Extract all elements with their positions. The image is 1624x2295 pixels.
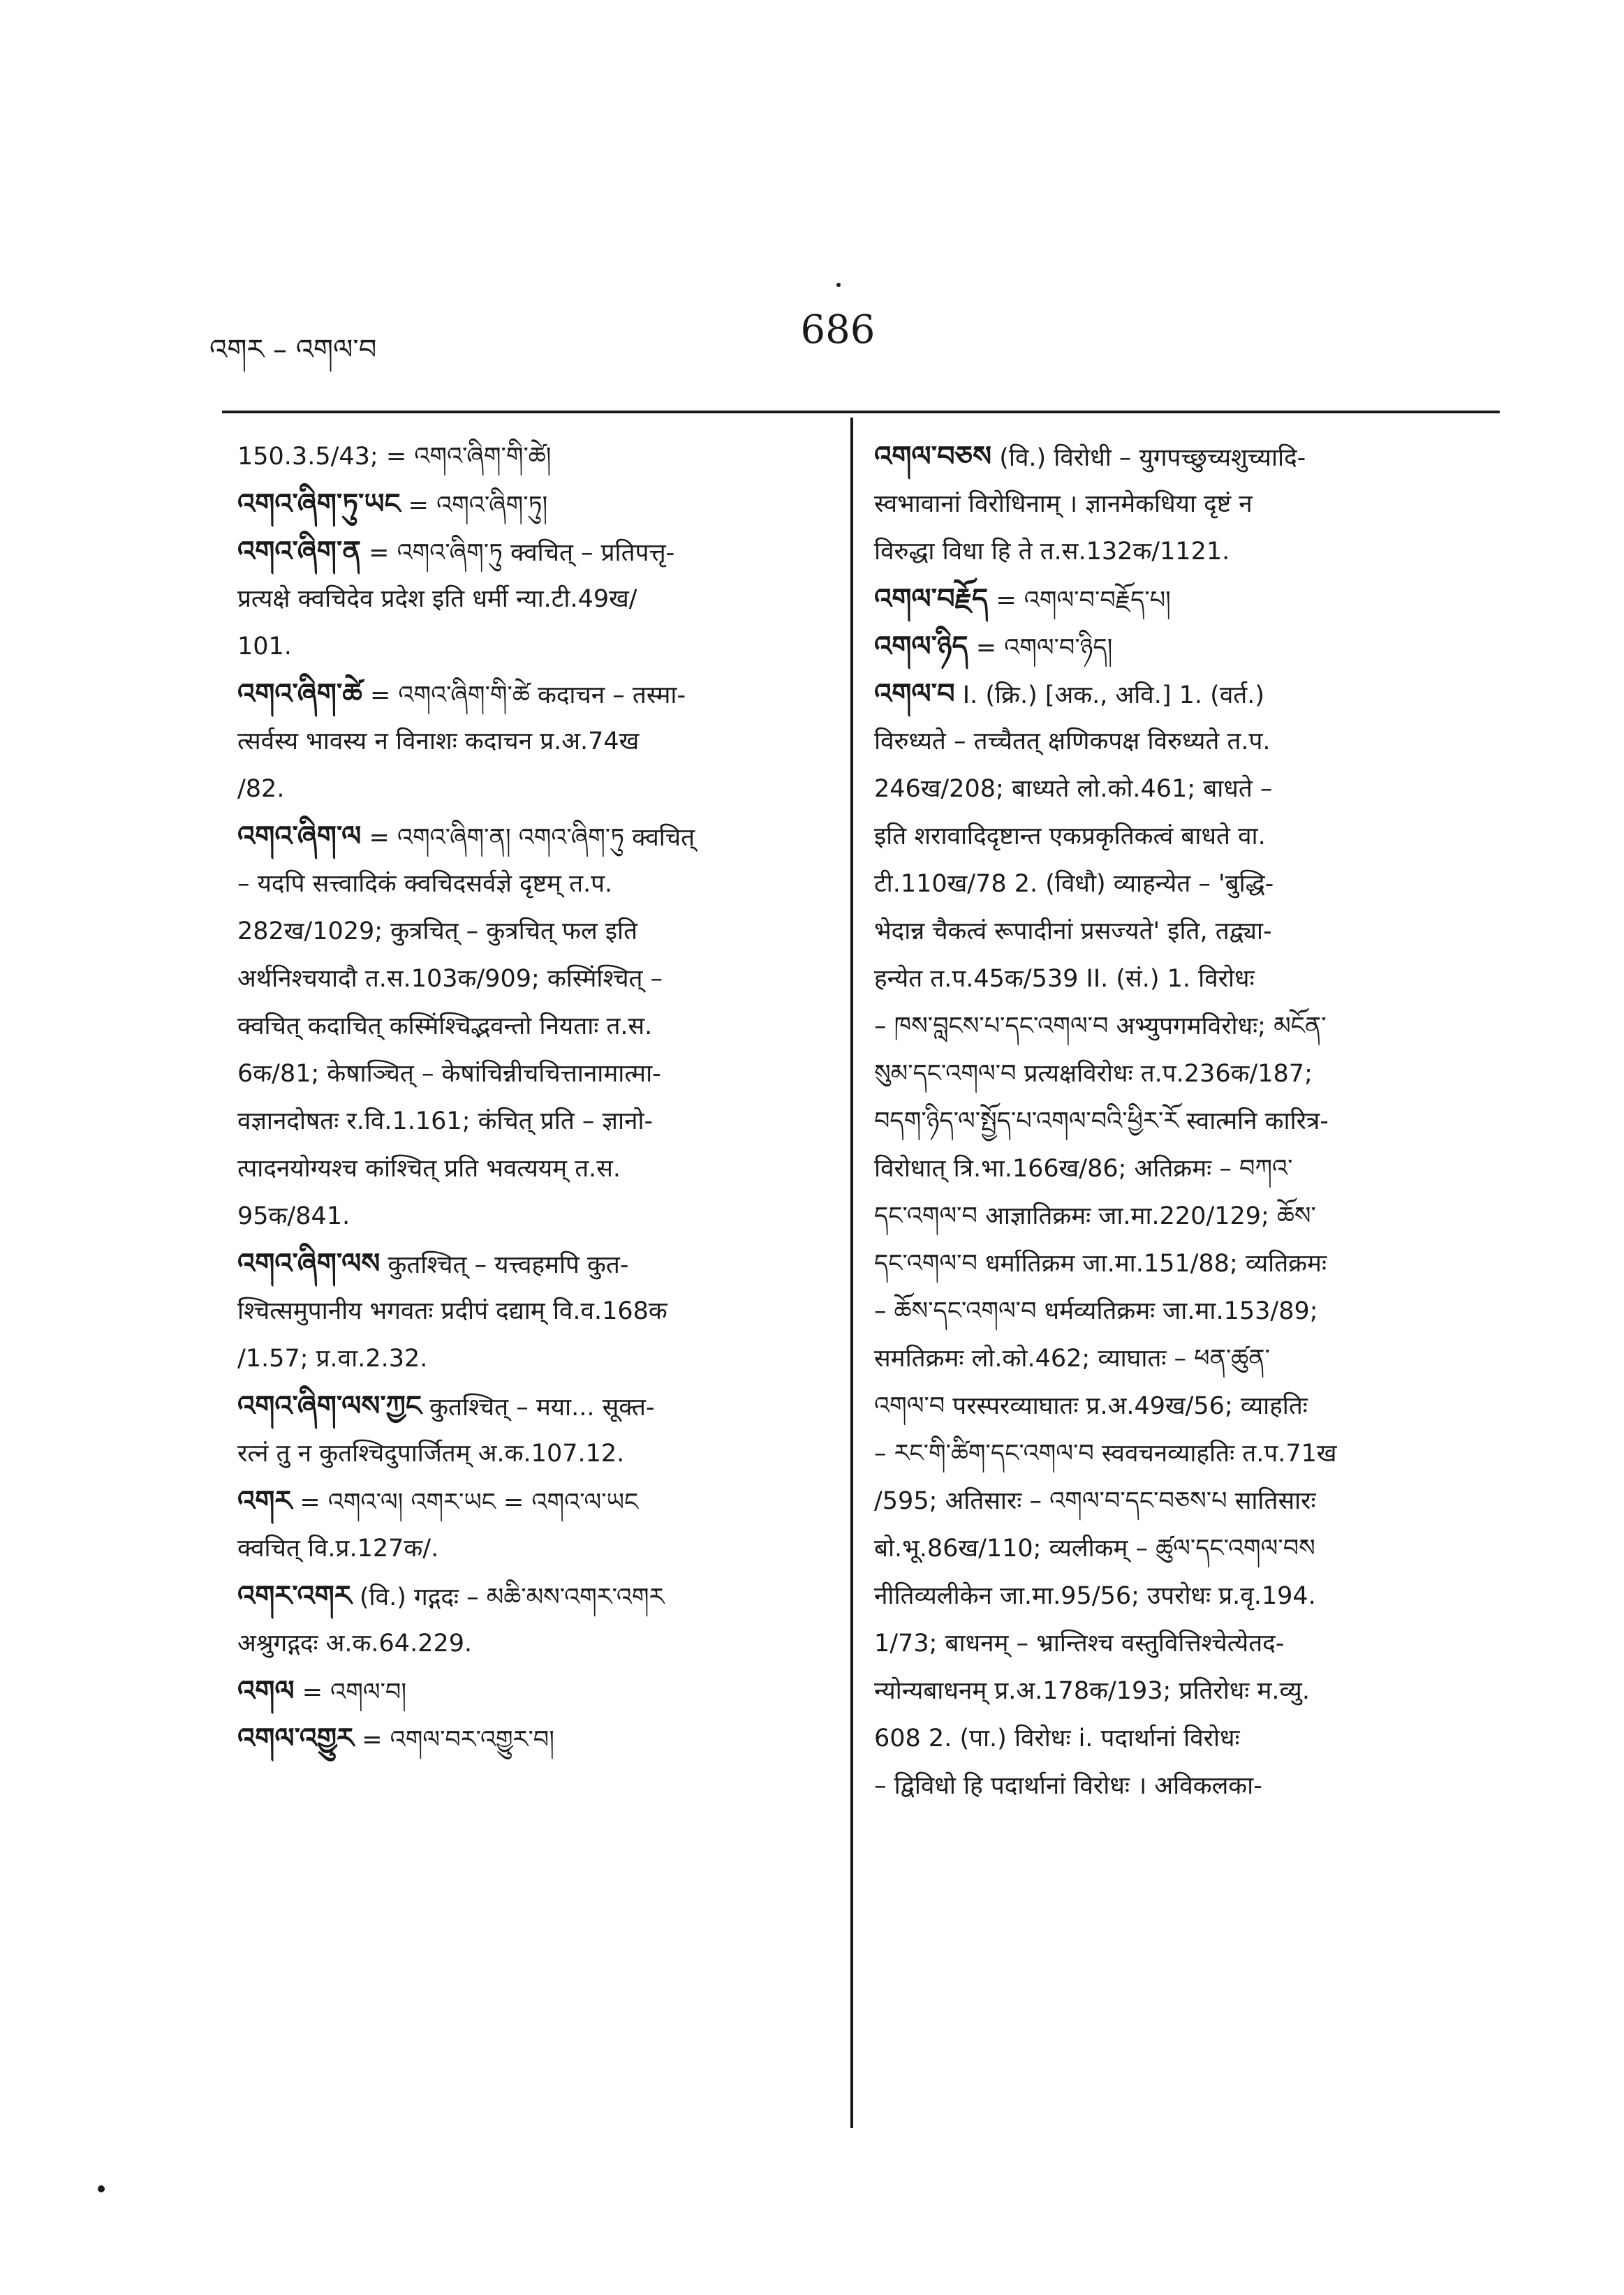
entry-text: 6क/81; केषाञ्चित् – केषांचिन्नीचचित्तानामात्मा- — [237, 1060, 661, 1088]
entry-line — [237, 908, 817, 955]
entry-text: श्चित्समुपानीय भगवतः प्रदीपं दद्याम् वि.व.168क — [237, 1297, 667, 1325]
entry-line — [874, 1050, 1482, 1098]
entry-line — [237, 528, 817, 575]
entry-line — [874, 955, 1482, 1003]
entry-text: 95क/841. — [237, 1202, 350, 1230]
entry-text: 282ख/1029; कुत्रचित् – कुत्रचित् फल इति — [237, 917, 638, 945]
headword: འགའ་ཞིག་ལས་ཀྱང — [237, 1390, 422, 1422]
entry-line — [237, 1003, 817, 1050]
entry-line — [874, 670, 1482, 718]
entry-text: – द्विविधो हि पदार्थानां विरोधः । अविकलका- — [874, 1772, 1262, 1800]
headword: འགལ་བཅས — [874, 441, 992, 473]
headword: འགལ་འགྱུར — [237, 1722, 355, 1755]
entry-text: 608 2. (पा.) विरोधः i. पदार्थानां विरोधः — [874, 1725, 1240, 1752]
entry-line — [874, 860, 1482, 908]
headword: འགའ་ཞིག་ལ — [237, 820, 362, 853]
entry-text: विरुद्धा विधा हि ते त.स.132क/1121. — [874, 538, 1230, 566]
entry-definition: = འགའ་ཞིག་ན། འགའ་ཞིག་ཏུ क्वचित् — [361, 824, 695, 852]
entry-line — [237, 1572, 817, 1620]
headword: འགལ — [237, 1675, 295, 1707]
entry-definition: कुतश्चित् – यत्त्वहमपि कुत- — [380, 1251, 629, 1279]
entry-line — [874, 908, 1482, 955]
entry-line — [237, 480, 817, 528]
entry-text: विरुध्यते – तच्चैतत् क्षणिकपक्ष विरुध्यते त.प. — [874, 728, 1271, 755]
entry-line — [874, 1145, 1482, 1193]
entry-definition: (वि.) विरोधी – युगपच्छुच्यशुच्यादि- — [991, 444, 1306, 472]
headword: འགལ་ཉིད — [874, 630, 968, 663]
entry-line — [874, 623, 1482, 670]
entry-line — [237, 955, 817, 1003]
entry-line — [874, 1240, 1482, 1287]
entry-line — [237, 1145, 817, 1193]
entry-definition: = འགལ་བར་འགྱུར་བ། — [354, 1726, 555, 1754]
right-column — [874, 433, 1482, 1810]
entry-text: /595; अतिसारः – འགལ་བ་དང་བཅས་པ सातिसारः — [874, 1487, 1316, 1515]
entry-text: प्रत्यक्षे क्वचिदेव प्रदेश इति धर्मी न्या.टी.49ख/ — [237, 585, 637, 613]
headword: འགའ་ཞིག་ཏུ་ཡང — [237, 488, 401, 520]
running-header: འགར – འགལ་བ — [209, 334, 377, 366]
entry-line — [237, 1667, 817, 1715]
entry-line — [874, 1430, 1482, 1477]
entry-line — [237, 1287, 817, 1335]
entry-line — [237, 1620, 817, 1667]
entry-line — [237, 1050, 817, 1098]
entry-line — [237, 860, 817, 908]
entry-text: འགལ་བ परस्परव्याघातः प्र.अ.49ख/56; व्याहतिः — [874, 1392, 1308, 1420]
entry-text: बो.भू.86ख/110; व्यलीकम् – ཚུལ་དང་འགལ་བས — [874, 1535, 1315, 1563]
entry-text: 1/73; बाधनम् – भ्रान्तिश्च वस्तुवित्तिश्चेत्येतद- — [874, 1630, 1285, 1658]
entry-line — [874, 1572, 1482, 1620]
entry-line — [874, 718, 1482, 765]
entry-text: སུམ་དང་འགལ་བ प्रत्यक्षविरोधः त.प.236क/187; — [874, 1060, 1313, 1088]
entry-text: न्योन्यबाधनम् प्र.अ.178क/193; प्रतिरोधः म.व्यु. — [874, 1677, 1310, 1705]
entry-line — [874, 575, 1482, 623]
entry-text: དང་འགལ་བ धर्मातिक्रम जा.मा.151/88; व्यतिक्रमः — [874, 1250, 1327, 1278]
entry-definition: = འགལ་བ་ཉིད། — [968, 634, 1113, 662]
entry-text: དང་འགལ་བ आज्ञातिक्रमः जा.मा.220/129; ཆོས་ — [874, 1202, 1316, 1230]
column-divider — [850, 418, 853, 2128]
entry-line — [874, 1098, 1482, 1145]
entry-text: 101. — [237, 633, 292, 661]
entry-text: समतिक्रमः लो.को.462; व्याघातः – ཕན་ཚུན་ — [874, 1345, 1270, 1373]
page-number: 686 — [800, 307, 876, 353]
entry-line — [874, 1193, 1482, 1240]
entry-line — [237, 813, 817, 860]
entry-definition: कुतश्चित् – मया... सूक्त- — [422, 1394, 655, 1422]
headword: འགའ་ཞིག་ལས — [237, 1248, 381, 1280]
entry-line — [874, 813, 1482, 860]
entry-text: क्वचित् वि.प्र.127क/. — [237, 1535, 439, 1563]
entry-line — [874, 765, 1482, 813]
headword: འགའ་ཞིག་ཚེ — [237, 678, 362, 710]
entry-line — [237, 1335, 817, 1382]
entry-line — [237, 623, 817, 670]
entry-line — [237, 718, 817, 765]
entry-line — [874, 1477, 1482, 1525]
entry-text: वज्ञानदोषतः र.वि.1.161; कंचित् प्रति – ज्ञानो- — [237, 1107, 654, 1135]
entry-line — [874, 1287, 1482, 1335]
entry-text: त्सर्वस्य भावस्य न विनाशः कदाचन प्र.अ.74ख — [237, 728, 640, 755]
entry-definition: = འགའ་ཞིག་གི་ཚེ कदाचन – तस्मा- — [362, 681, 686, 709]
entry-text: विरोधात् त्रि.भा.166ख/86; अतिक्रमः – བཀའ་ — [874, 1155, 1293, 1183]
entry-line — [237, 1193, 817, 1240]
entry-text: क्वचित् कदाचित् कस्मिंश्चिद्भवन्तो नियताः त.स. — [237, 1012, 653, 1040]
entry-text: 246ख/208; बाध्यते लो.को.461; बाधते – — [874, 775, 1273, 803]
entry-text: स्वभावानां विरोधिनाम् । ज्ञानमेकधिया दृष्टं न — [874, 490, 1253, 518]
headword: འགལ་བ — [874, 678, 955, 710]
entry-line — [874, 528, 1482, 575]
entry-line — [874, 1762, 1482, 1810]
entry-line — [237, 1430, 817, 1477]
entry-text: टी.110ख/78 2. (विधौ) व्याहन्येत – 'बुद्धि- — [874, 870, 1274, 898]
entry-text: रत्नं तु न कुतश्चिदुपार्जितम् अ.क.107.12. — [237, 1440, 625, 1468]
entry-line — [237, 1715, 817, 1762]
entry-line — [874, 1525, 1482, 1572]
entry-line — [874, 1382, 1482, 1430]
entry-line — [237, 1240, 817, 1287]
entry-text: – རང་གི་ཚིག་དང་འགལ་བ स्ववचनव्याहतिः त.प.71ख — [874, 1440, 1337, 1468]
entry-line — [237, 575, 817, 623]
entry-line — [237, 670, 817, 718]
entry-line — [874, 1620, 1482, 1667]
entry-line — [237, 433, 817, 480]
entry-line — [874, 480, 1482, 528]
entry-definition: = འགལ་བ། — [294, 1678, 407, 1706]
entry-text: /82. — [237, 775, 285, 803]
entry-text: – ཁས་བླངས་པ་དང་འགལ་བ अभ्युपगमविरोधः; མངོན་ — [874, 1012, 1327, 1040]
entry-line — [874, 433, 1482, 480]
entry-text: – यदपि सत्त्वादिकं क्वचिदसर्वज्ञे दृष्टम् त.प. — [237, 870, 613, 898]
entry-line — [874, 1335, 1482, 1382]
entry-line — [237, 765, 817, 813]
ink-dot-bottom — [98, 2185, 105, 2192]
entry-text: इति शरावादिदृष्टान्त एकप्रकृतिकत्वं बाधते वा. — [874, 822, 1266, 850]
entry-text: त्पादनयोग्यश्च कांश्चित् प्रति भवत्ययम् त.स. — [237, 1155, 621, 1183]
entry-text: – ཆོས་དང་འགལ་བ धर्मव्यतिक्रमः जा.मा.153/89; — [874, 1297, 1318, 1325]
entry-text: भेदान्न चैकत्वं रूपादीनां प्रसज्यते' इति, तद्व्या- — [874, 917, 1272, 945]
headword: འགའ་ཞིག་ན — [237, 536, 361, 568]
entry-definition: = འགའ་ཞིག་ཏུ། — [400, 492, 548, 519]
entry-definition: = འགལ་བ་བརྗོད་པ། — [988, 586, 1171, 614]
entry-definition: = འགའ་ལ། འགར་ཡང = འགའ་ལ་ཡང — [292, 1489, 639, 1517]
entry-definition: = འགའ་ཞིག་ཏུ क्वचित् – प्रतिपत्तृ- — [361, 539, 675, 567]
entry-text: अश्रुगद्गदः अ.क.64.229. — [237, 1630, 473, 1658]
entry-text: अर्थनिश्चयादौ त.स.103क/909; कस्मिंश्चित् – — [237, 965, 663, 993]
header-rule — [222, 411, 1500, 413]
entry-text: नीतिव्यलीकेन जा.मा.95/56; उपरोधः प्र.वृ.194. — [874, 1582, 1316, 1610]
entry-line — [874, 1003, 1482, 1050]
headword: འགར — [237, 1485, 293, 1517]
left-column — [237, 433, 817, 1762]
entry-line — [237, 1525, 817, 1572]
entry-line — [237, 1477, 817, 1525]
entry-text: हन्येत त.प.45क/539 II. (सं.) 1. विरोधः — [874, 965, 1255, 993]
entry-line — [237, 1382, 817, 1430]
entry-text: བདག་ཉིད་ལ་སྤྱོད་པ་འགལ་བའི་ཕྱིར་རོ स्वात्मनि कारित्र- — [874, 1107, 1329, 1135]
entry-text: /1.57; प्र.वा.2.32. — [237, 1345, 428, 1373]
entry-text: 150.3.5/43; = འགའ་ཞིག་གི་ཚེ། — [237, 443, 552, 471]
entry-definition: (वि.) गद्गदः – མཆི་མས་འགར་འགར — [351, 1584, 665, 1611]
headword: འགལ་བརྗོད — [874, 583, 989, 615]
entry-line — [874, 1667, 1482, 1715]
entry-definition: I. (क्रि.) [अक., अवि.] 1. (वर्त.) — [954, 681, 1265, 709]
entry-line — [874, 1715, 1482, 1762]
ink-dot-top — [836, 283, 841, 287]
entry-line — [237, 1098, 817, 1145]
headword: འགར་འགར — [237, 1580, 352, 1612]
